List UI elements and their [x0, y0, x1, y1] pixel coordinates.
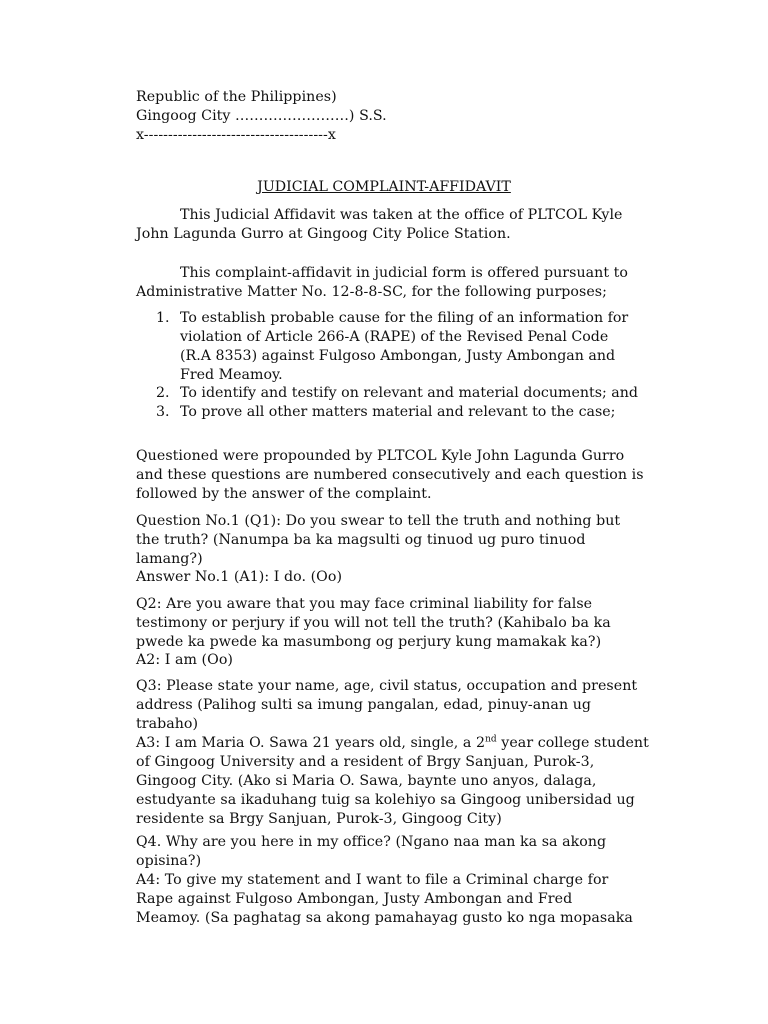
a3-line-1 — [136, 734, 649, 752]
q3-line-1: Q3: Please state your name, age, civil status, occupation and present — [136, 678, 638, 694]
a2-answer: A2: I am (Oo) — [136, 652, 233, 668]
header-city: Gingoog City ……………………) S.S. — [136, 108, 387, 124]
purpose-number-2: 2. — [156, 385, 170, 401]
questioned-line-3: followed by the answer of the complaint. — [136, 486, 432, 502]
purpose-3: To prove all other matters material and relevant to the case; — [180, 404, 616, 420]
intro-paragraph-2-line-2: Administrative Matter No. 12-8-8-SC, for the following purposes; — [136, 284, 607, 300]
a1-answer: Answer No.1 (A1): I do. (Oo) — [136, 569, 343, 585]
purpose-number-3: 3. — [156, 404, 170, 420]
q3-line-2: address (Palihog sulti sa imung pangalan, edad, pinuy-anan ug — [136, 697, 592, 713]
a4-line-3: Meamoy. (Sa paghatag sa akong pamahayag gusto ko nga mopasaka — [136, 910, 633, 926]
intro-paragraph-1-line-1: This Judicial Affidavit was taken at the office of PLTCOL Kyle — [180, 207, 623, 223]
q2-line-3: pwede ka pwede ka masumbong og perjury kung mamakak ka?) — [136, 634, 602, 650]
a4-line-2: Rape against Fulgoso Ambongan, Justy Ambongan and Fred — [136, 891, 573, 907]
a3-line-3: Gingoog City. (Ako si Maria O. Sawa, baynte uno anyos, dalaga, — [136, 773, 597, 789]
q1-line-1: Question No.1 (Q1): Do you swear to tell the truth and nothing but — [136, 513, 621, 529]
q1-line-2: the truth? (Nanumpa ba ka magsulti og tinuod ug puro tinuod — [136, 532, 586, 548]
q1-line-3: lamang?) — [136, 551, 203, 567]
questioned-line-2: and these questions are numbered consecutively and each question is — [136, 467, 644, 483]
a4-line-1: A4: To give my statement and I want to file a Criminal charge for — [136, 872, 609, 888]
purpose-1-line-1: To establish probable cause for the filing of an information for — [180, 310, 629, 326]
q2-line-1: Q2: Are you aware that you may face criminal liability for false — [136, 596, 593, 612]
a3-line-4: estudyante sa ikaduhang tuig sa kolehiyo sa Gingoog unibersidad ug — [136, 792, 635, 808]
a3-line-5: residente sa Brgy Sanjuan, Purok-3, Gingoog City) — [136, 811, 502, 827]
intro-paragraph-1-line-2: John Lagunda Gurro at Gingoog City Police Station. — [136, 226, 511, 242]
a3-line-2: of Gingoog University and a resident of Brgy Sanjuan, Purok-3, — [136, 754, 595, 770]
questioned-line-1: Questioned were propounded by PLTCOL Kyle John Lagunda Gurro — [136, 448, 625, 464]
purpose-number-1: 1. — [156, 310, 170, 326]
purpose-1-line-2: violation of Article 266-A (RAPE) of the Revised Penal Code — [180, 329, 609, 345]
a3-ordinal-suffix: nd — [485, 734, 497, 745]
q3-line-3: trabaho) — [136, 716, 199, 732]
header-divider: x--------------------------------------x — [136, 127, 336, 143]
q2-line-2: testimony or perjury if you will not tell the truth? (Kahibalo ba ka — [136, 615, 611, 631]
q4-line-1: Q4. Why are you here in my office? (Ngano naa man ka sa akong — [136, 834, 607, 850]
a3-text-pre: A3: I am Maria O. Sawa 21 years old, single, a 2 — [136, 735, 486, 751]
purpose-2: To identify and testify on relevant and material documents; and — [180, 385, 638, 401]
header-republic: Republic of the Philippines) — [136, 89, 337, 105]
intro-paragraph-2-line-1: This complaint-affidavit in judicial form is offered pursuant to — [180, 265, 628, 281]
a3-text-post: year college student — [496, 735, 649, 751]
purpose-1-line-4: Fred Meamoy. — [180, 367, 283, 383]
document-title: JUDICIAL COMPLAINT-AFFIDAVIT — [257, 179, 511, 195]
q4-line-2: opisina?) — [136, 853, 202, 869]
purpose-1-line-3: (R.A 8353) against Fulgoso Ambongan, Justy Ambongan and — [180, 348, 616, 364]
